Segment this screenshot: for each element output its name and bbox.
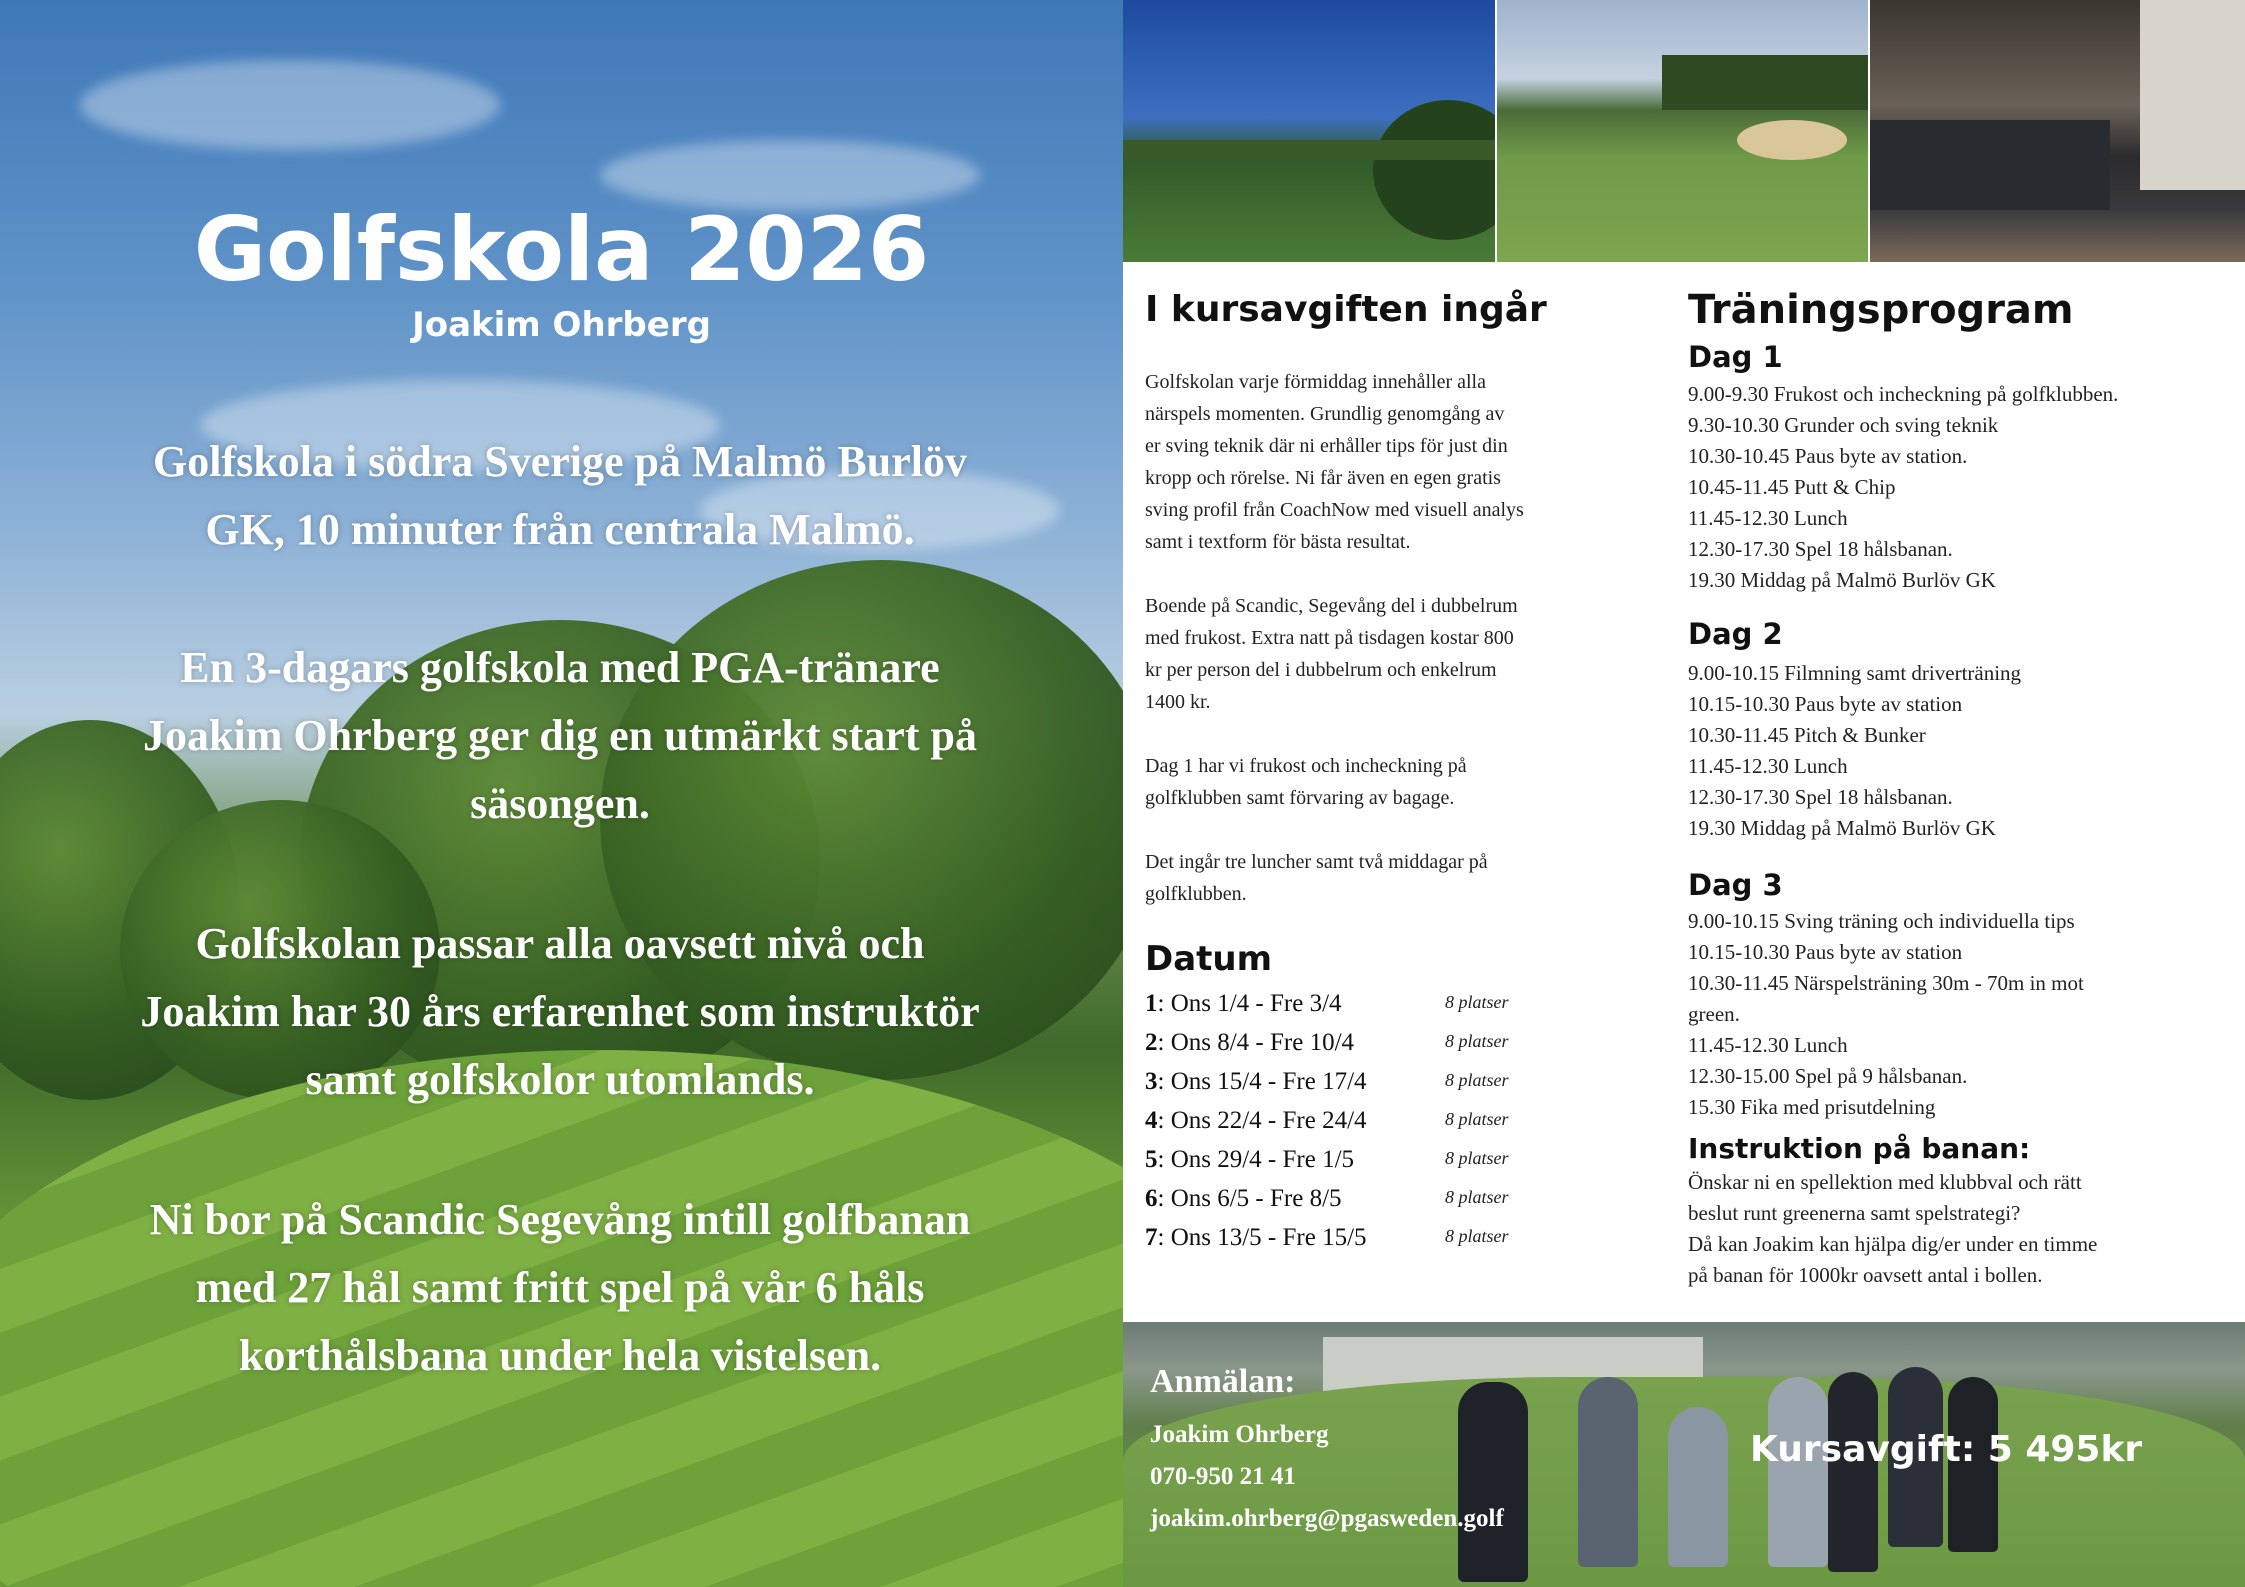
day-3-item: 9.00-10.15 Sving träning och individuella tips	[1688, 909, 2075, 933]
day-1-item: 9.30-10.30 Grunder och sving teknik	[1688, 413, 1999, 437]
datum-row: 2: Ons 8/4 - Fre 10/4 8 platser	[1145, 1029, 1509, 1056]
day-3-item: 11.45-12.30 Lunch	[1688, 1033, 1848, 1057]
datum-row: 6: Ons 6/5 - Fre 8/5 8 platser	[1145, 1185, 1509, 1212]
instruktion-line: beslut runt greenerna samt spelstrategi?	[1688, 1201, 2021, 1225]
included-paragraph-3: Dag 1 har vi frukost och incheckning på golfklubben samt förvaring av bagage.	[1145, 755, 1467, 809]
day-1-item: 10.30-10.45 Paus byte av station.	[1688, 444, 1968, 468]
day-1-item: 12.30-17.30 Spel 18 hålsbanan.	[1688, 537, 1953, 561]
included-paragraph-4: Det ingår tre luncher samt två middagar på golfklubben.	[1145, 851, 1488, 905]
day-1-item: 9.00-9.30 Frukost och incheckning på golfklubben.	[1688, 382, 2119, 406]
course-fee: Kursavgift: 5 495kr	[1750, 1429, 2143, 1470]
day-2-item: 12.30-17.30 Spel 18 hålsbanan.	[1688, 785, 1953, 809]
datum-row: 7: Ons 13/5 - Fre 15/5 8 platser	[1145, 1224, 1509, 1251]
day-3-heading: Dag 3	[1688, 868, 1783, 902]
day-2-item: 11.45-12.30 Lunch	[1688, 754, 1848, 778]
instruktion-line: Önskar ni en spellektion med klubbval och rätt	[1688, 1170, 2082, 1194]
datum-row: 1: Ons 1/4 - Fre 3/4 8 platser	[1145, 990, 1509, 1017]
datum-row: 5: Ons 29/4 - Fre 1/5 8 platser	[1145, 1146, 1509, 1173]
page-title: Golfskola 2026	[193, 198, 930, 301]
datum-row: 3: Ons 15/4 - Fre 17/4 8 platser	[1145, 1068, 1509, 1095]
intro-paragraph-2: En 3-dagars golfskola med PGA-tränare Joakim Ohrberg ger dig en utmärkt start på säsongen.	[143, 643, 977, 828]
datum-row: 4: Ons 22/4 - Fre 24/4 8 platser	[1145, 1107, 1509, 1134]
day-3-item: 10.15-10.30 Paus byte av station	[1688, 940, 1963, 964]
contact-email[interactable]: joakim.ohrberg@pgasweden.golf	[1150, 1505, 1504, 1532]
day-1-item: 10.45-11.45 Putt & Chip	[1688, 475, 1896, 499]
included-heading: I kursavgiften ingår	[1145, 289, 1547, 330]
contact-name: Joakim Ohrberg	[1150, 1421, 1329, 1448]
page-subtitle: Joakim Ohrberg	[412, 305, 711, 345]
day-2-item: 10.30-11.45 Pitch & Bunker	[1688, 723, 1926, 747]
golfer	[1668, 1407, 1728, 1567]
intro-paragraph-4: Ni bor på Scandic Segevång intill golfbanan med 27 hål samt fritt spel på vår 6 håls korthålsbana under hela vistelsen.	[149, 1195, 971, 1380]
day-3-item: 12.30-15.00 Spel på 9 hålsbanan.	[1688, 1064, 1968, 1088]
photo-driving-range	[1497, 0, 1868, 262]
instruktion-line: på banan för 1000kr oavsett antal i bollen.	[1688, 1263, 2043, 1287]
day-1-item: 11.45-12.30 Lunch	[1688, 506, 1848, 530]
contact-phone[interactable]: 070-950 21 41	[1150, 1463, 1296, 1490]
day-3-item: 10.30-11.45 Närspelsträning 30m - 70m in mot	[1688, 971, 2084, 995]
included-paragraph-1: Golfskolan varje förmiddag innehåller alla närspels momenten. Grundlig genomgång av er sving teknik där ni erhåller tips för just din kropp och rörelse. Ni får även en egen gratis sving profil från CoachNow med visuell analys samt i textform för bästa resultat.	[1145, 371, 1524, 553]
golfer	[1768, 1377, 1828, 1567]
golfer	[1578, 1377, 1638, 1567]
day-2-item: 10.15-10.30 Paus byte av station	[1688, 692, 1963, 716]
intro-paragraph-1: Golfskola i södra Sverige på Malmö Burlöv GK, 10 minuter från centrala Malmö.	[153, 437, 967, 554]
intro-paragraph-3: Golfskolan passar alla oavsett nivå och Joakim har 30 års erfarenhet som instruktör samt golfskolor utomlands.	[140, 919, 980, 1104]
photo-hotel-room	[1870, 0, 2245, 262]
day-1-heading: Dag 1	[1688, 340, 1783, 374]
photo-golf-course	[1123, 0, 1495, 262]
day-3-item: 15.30 Fika med prisutdelning	[1688, 1095, 1936, 1119]
program-heading: Träningsprogram	[1688, 287, 2074, 333]
contact-banner	[1123, 1322, 2245, 1587]
instruktion-heading: Instruktion på banan:	[1688, 1132, 2031, 1165]
day-3-item: green.	[1688, 1002, 1740, 1026]
day-2-item: 9.00-10.15 Filmning samt driverträning	[1688, 661, 2022, 685]
day-1-item: 19.30 Middag på Malmö Burlöv GK	[1688, 568, 1996, 592]
golfer	[1458, 1382, 1528, 1582]
datum-heading: Datum	[1145, 939, 1273, 979]
contact-heading: Anmälan:	[1150, 1363, 1296, 1400]
day-2-item: 19.30 Middag på Malmö Burlöv GK	[1688, 816, 1996, 840]
golfer	[1828, 1372, 1878, 1572]
day-2-heading: Dag 2	[1688, 617, 1783, 651]
included-paragraph-2: Boende på Scandic, Segevång del i dubbelrum med frukost. Extra natt på tisdagen kostar 800 kr per person del i dubbelrum och enkelrum 1400 kr.	[1145, 595, 1518, 713]
instruktion-line: Då kan Joakim kan hjälpa dig/er under en timme	[1688, 1232, 2098, 1256]
cloud	[80, 60, 500, 150]
